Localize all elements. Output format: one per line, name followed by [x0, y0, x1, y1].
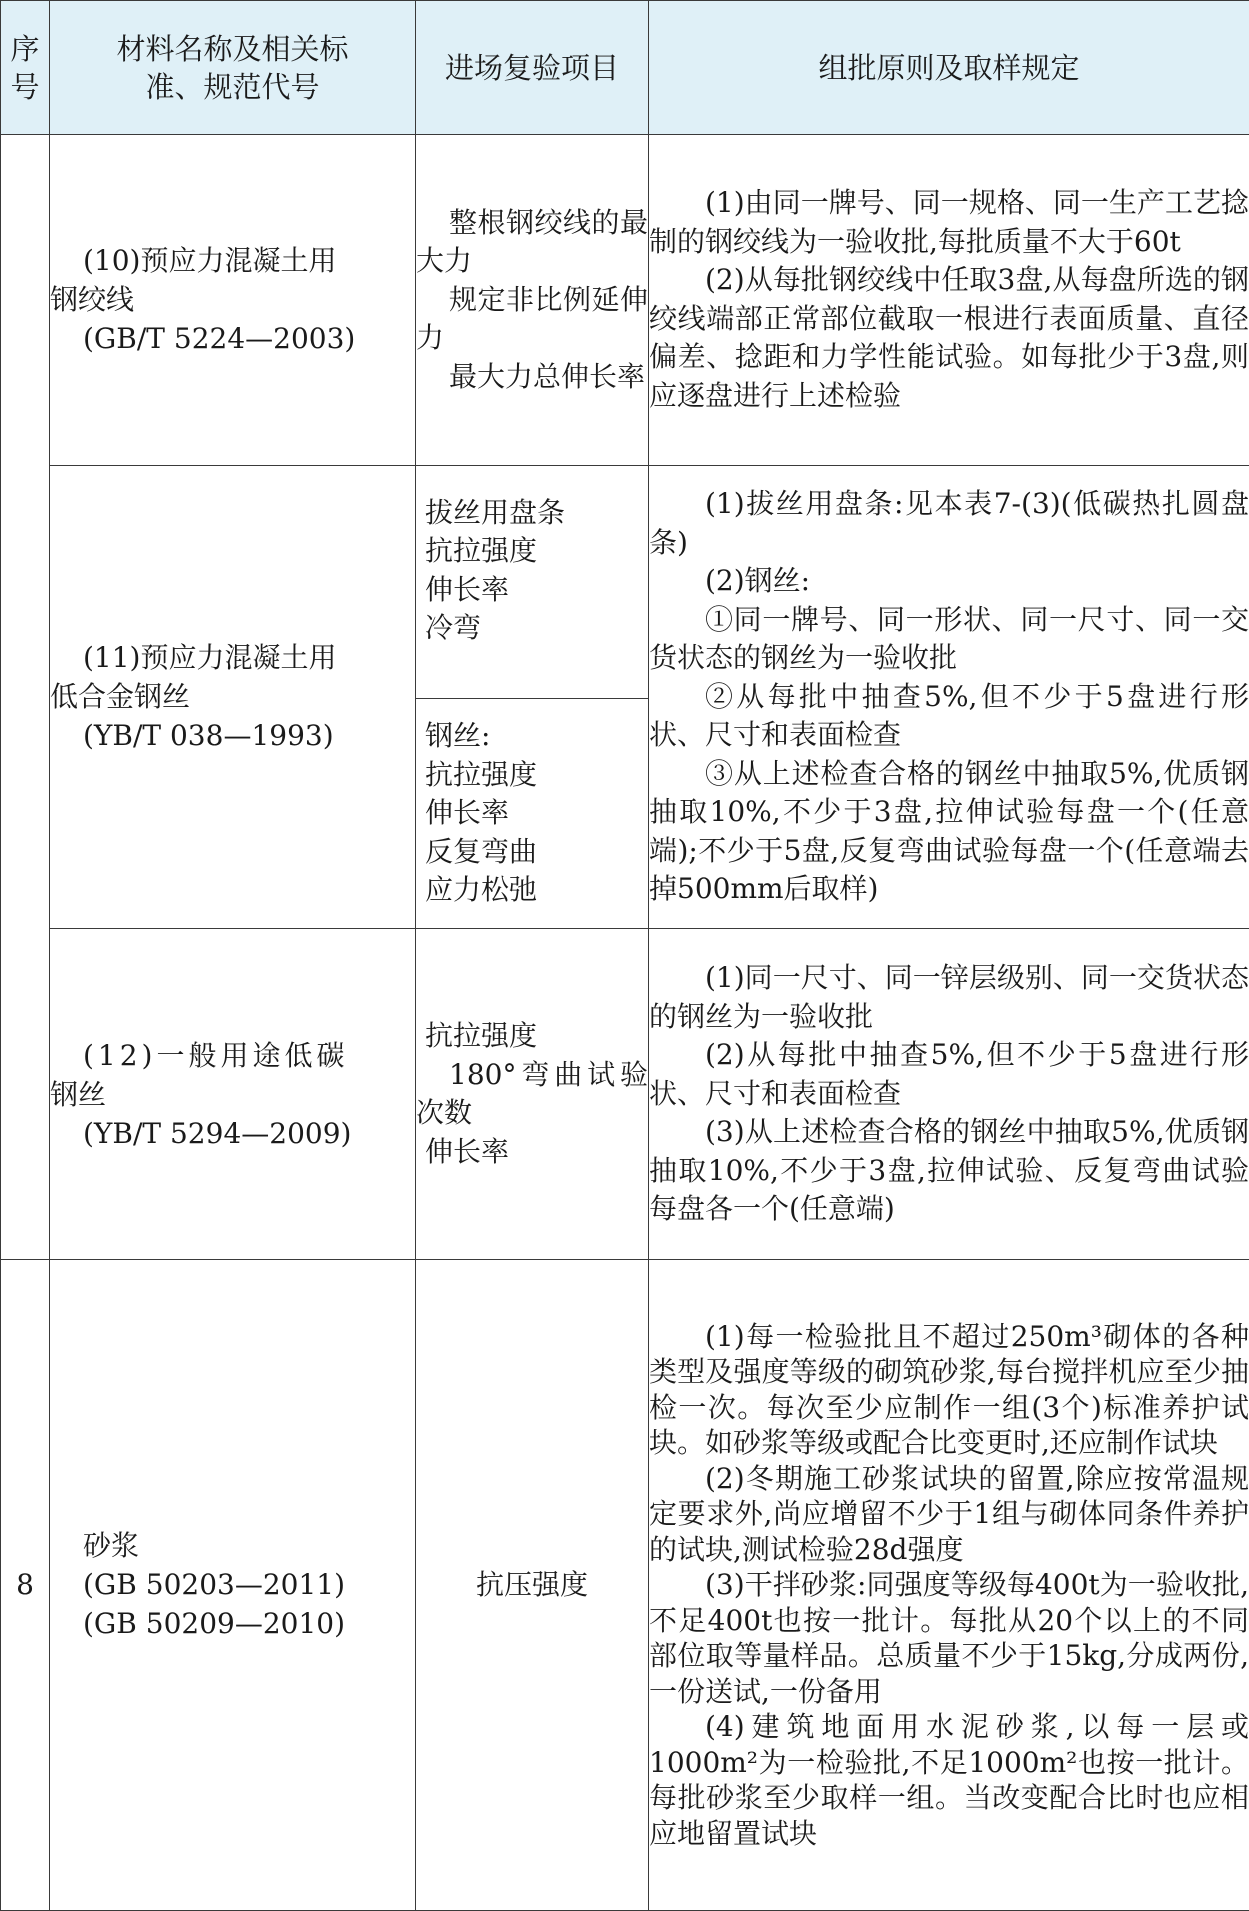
seq-cell: 8 — [1, 1259, 50, 1910]
test-items: 整根钢绞线的最大力 规定非比例延伸力 最大力总伸长率 — [416, 135, 649, 466]
header-seq: 序号 — [1, 1, 50, 135]
test-items: 抗压强度 — [416, 1259, 649, 1910]
header-row — [1, 1, 1249, 135]
table-row — [1, 929, 1249, 1260]
material-name: (11)预应力混凝土用 低合金钢丝 (YB/T 038—1993) — [50, 465, 416, 929]
sampling-rules: (1)拔丝用盘条:见本表7-(3)(低碳热扎圆盘条) (2)钢丝: ①同一牌号、同一形状、同一尺寸、同一交货状态的钢丝为一验收批 ②从每批中抽查5%,但不少于5盘进行形状、尺寸和表面检查 ③从上述检查合格的钢丝中抽取5%,优质钢抽取10%,不少于3盘,拉伸试验每盘一个(任意端);不少于5盘,反复弯曲试验每盘一个(任意端去掉500mm后取样) — [649, 465, 1249, 929]
test-items-wire-rod: 拔丝用盘条 抗拉强度 伸长率 冷弯 — [416, 465, 649, 698]
material-name: (12)一般用途低碳 钢丝 (YB/T 5294—2009) — [50, 929, 416, 1260]
material-name: 砂浆 (GB 50203—2011) (GB 50209—2010) — [50, 1259, 416, 1910]
test-items-steel-wire: 钢丝: 抗拉强度 伸长率 反复弯曲 应力松弛 — [416, 698, 649, 928]
sampling-rules: (1)每一检验批且不超过250m³砌体的各种类型及强度等级的砌筑砂浆,每台搅拌机应至少抽检一次。每次至少应制作一组(3个)标准养护试块。如砂浆等级或配合比变更时,还应制作试块 (2)冬期施工砂浆试块的留置,除应按常温规定要求外,尚应增留不少于1组与砌体同条件养护的试块,测试检验28d强度 (3)干拌砂浆:同强度等级每400t为一验收批,不足400t也按一批计。每批从20个以上的不同部位取等量样品。总质量不少于15kg,分成两份,一份送试,一份备用 (4)建筑地面用水泥砂浆,以每一层或1000m²为一检验批,不足1000m²也按一批计。每批砂浆至少取样一组。当改变配合比时也应相应地留置试块 — [649, 1259, 1249, 1910]
header-items: 进场复验项目 — [416, 1, 649, 135]
seq-cell — [1, 135, 50, 1260]
test-items: 抗拉强度 180°弯曲试验次数 伸长率 — [416, 929, 649, 1260]
table-row — [1, 135, 1249, 466]
sampling-rules: (1)同一尺寸、同一锌层级别、同一交货状态的钢丝为一验收批 (2)从每批中抽查5%,但不少于5盘进行形状、尺寸和表面检查 (3)从上述检查合格的钢丝中抽取5%,优质钢抽取10%,不少于3盘,拉伸试验、反复弯曲试验每盘各一个(任意端) — [649, 929, 1249, 1260]
sampling-rules: (1)由同一牌号、同一规格、同一生产工艺捻制的钢绞线为一验收批,每批质量不大于60t (2)从每批钢绞线中任取3盘,从每盘所选的钢绞线端部正常部位截取一根进行表面质量、直径偏差、捻距和力学性能试验。如每批少于3盘,则应逐盘进行上述检验 — [649, 135, 1249, 466]
table-row — [1, 1259, 1249, 1910]
material-name: (10)预应力混凝土用 钢绞线 (GB/T 5224—2003) — [50, 135, 416, 466]
table-row — [1, 465, 1249, 698]
header-rules: 组批原则及取样规定 — [649, 1, 1249, 135]
header-name: 材料名称及相关标准、规范代号 — [50, 1, 416, 135]
